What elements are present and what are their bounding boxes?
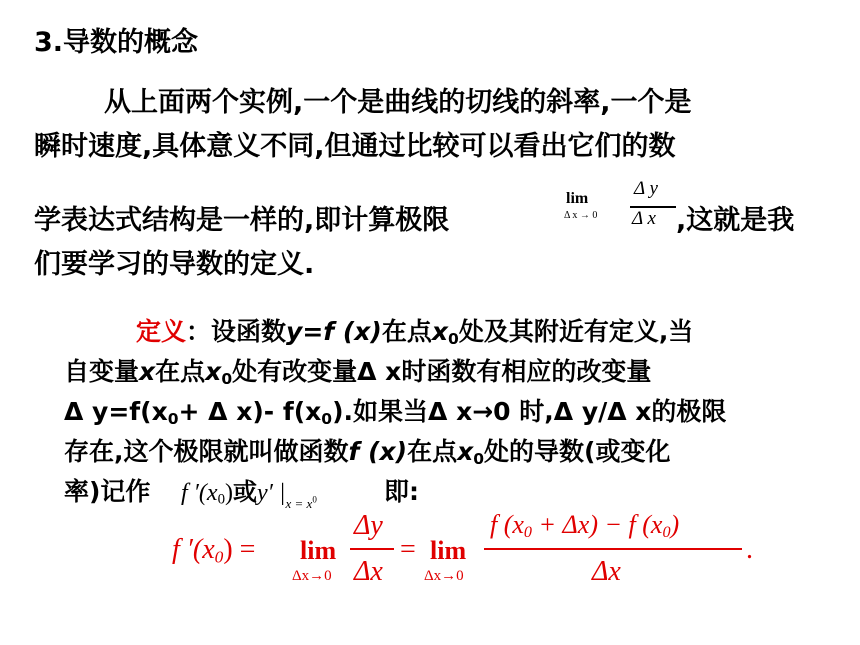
derivative-formula: [172, 506, 772, 606]
intro-line-3a: 学表达式结构是一样的,即计算极限: [34, 205, 450, 236]
formula-lim-1: lim: [300, 536, 337, 565]
intro-line-1: 从上面两个实例,一个是曲线的切线的斜率,一个是: [104, 87, 692, 118]
formula-equals: =: [400, 534, 416, 565]
formula-frac2-denominator: Δx: [592, 556, 621, 587]
lim-text: lim: [566, 190, 589, 207]
formula-frac1-bar: [350, 548, 394, 550]
formula-lim-2: lim: [430, 536, 467, 565]
formula-lim-1-subscript: Δx→0: [292, 568, 332, 584]
definition-line-3: Δ $y=f(x_0+ \Delta$ x)- $f(x_0)$.如果当Δ x→0 时,Δ y/Δ x的极限: [64, 397, 727, 428]
section-heading: 3.导数的概念: [34, 27, 199, 58]
derivative-notation: f $'(x_0)$或y′ $|_{x = x0}$: [181, 478, 317, 511]
formula-frac2-bar: [484, 548, 742, 550]
definition-label: 定义: [136, 317, 187, 346]
intro-line-4: 们要学习的导数的定义.: [34, 249, 315, 280]
fraction-denominator: Δ x: [632, 208, 656, 229]
definition-line-5b: 即:: [384, 477, 419, 506]
definition-line-4: 存在,这个极限就叫做函数f (x)在点$x_0$处的导数(或变化: [64, 437, 671, 468]
formula-lim-2-subscript: Δx→0: [424, 568, 464, 584]
formula-frac1-denominator: Δx: [354, 556, 383, 587]
definition-line-5a: 率)记作: [64, 477, 151, 506]
definition-line-2: 自变量x在点$x_0$处有改变量Δ x时函数有相应的改变量: [64, 357, 652, 388]
definition-line-1: 定义：设函数y=f (x)在点$x_0$处及其附近有定义,当: [136, 317, 694, 348]
formula-period: .: [746, 534, 753, 565]
formula-frac1-numerator: Δy: [354, 510, 383, 541]
fraction-numerator: Δ y: [634, 178, 658, 199]
formula-lhs: f $'(x_0)$ =: [172, 534, 256, 567]
formula-frac2-numerator: f $(x_0 + \Delta x) - f$ $(x_0)$: [490, 510, 680, 542]
intro-line-2: 瞬时速度,具体意义不同,但通过比较可以看出它们的数: [34, 131, 676, 162]
lim-subscript: Δ x → 0: [564, 210, 598, 221]
inline-limit-expression: [566, 172, 680, 242]
intro-line-3b: ,这就是我: [676, 205, 795, 236]
